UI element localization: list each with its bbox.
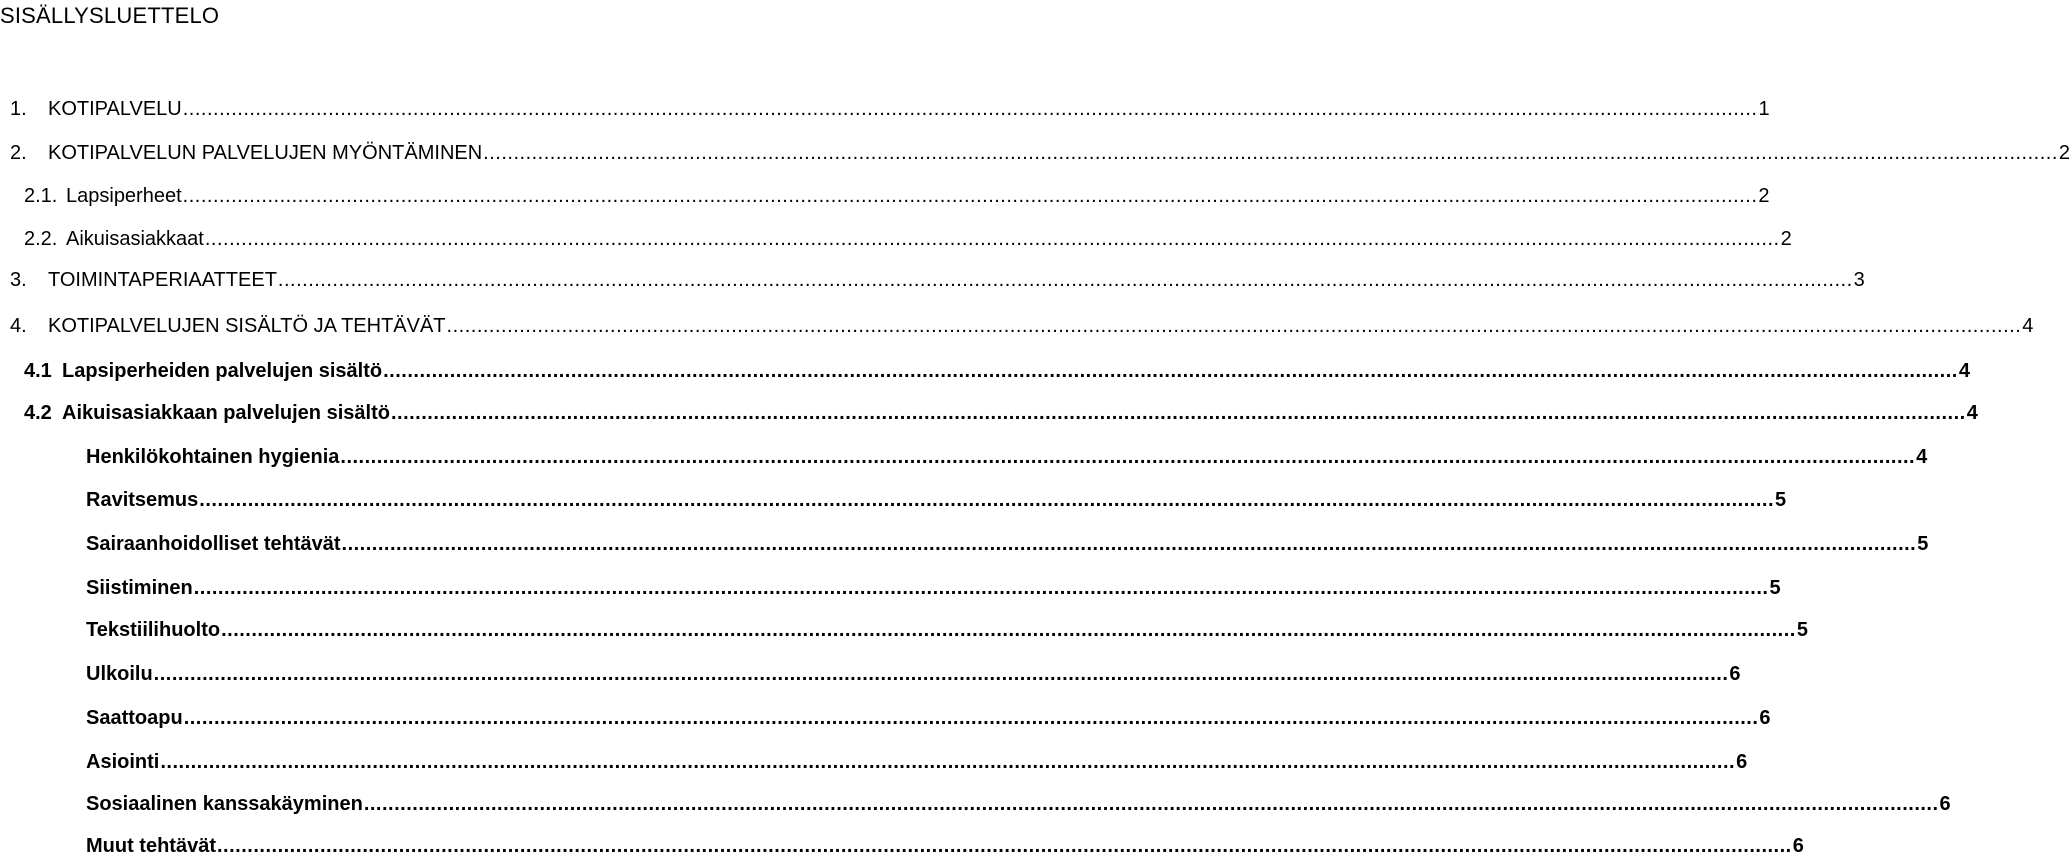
toc-entry-sosiaalinen-kanssakayminen[interactable] [86, 790, 1951, 818]
toc-entry-text: KOTIPALVELU [48, 98, 182, 120]
toc-entry-number: 4. [10, 315, 27, 337]
toc-entry-text: Aikuisasiakkaat [66, 228, 204, 250]
toc-entry-muut-tehtavat[interactable] [86, 832, 1804, 860]
toc-dot-leader: .................................................................................................................................................................................................................................................................... [199, 489, 1775, 511]
toc-entry-siistiminen[interactable] [86, 574, 1781, 602]
toc-dot-leader: .................................................................................................................................................................................................................................................................... [363, 793, 1939, 815]
toc-entry-kotipalvelu[interactable] [10, 95, 1770, 123]
toc-entry-page: 6 [1792, 835, 1804, 857]
toc-entry-text: Muut tehtävät [86, 835, 216, 857]
toc-dot-leader: .................................................................................................................................................................................................................................................................... [183, 707, 1759, 729]
toc-dot-leader: .................................................................................................................................................................................................................................................................... [182, 98, 1758, 120]
toc-dot-leader: .................................................................................................................................................................................................................................................................... [193, 577, 1769, 599]
toc-dot-leader: .................................................................................................................................................................................................................................................................... [383, 360, 1958, 382]
toc-entry-aikuisasiakkaan-palvelujen-sisalto[interactable] [24, 399, 1978, 427]
toc-entry-page: 6 [1759, 707, 1771, 729]
toc-entry-page: 3 [1853, 269, 1865, 291]
toc-entry-text: Ravitsemus [86, 489, 199, 511]
toc-entry-tekstiilihuolto[interactable] [86, 616, 1808, 644]
toc-entry-text: Saattoapu [86, 707, 183, 729]
toc-entry-page: 2 [2058, 142, 2070, 164]
toc-entry-text: Sairaanhoidolliset tehtävät [86, 533, 341, 555]
toc-entry-toimintaperiaatteet[interactable] [10, 266, 1865, 294]
toc-entry-page: 4 [1958, 360, 1970, 382]
toc-entry-text: Lapsiperheet [66, 185, 182, 207]
toc-entry-text: Ulkoilu [86, 663, 153, 685]
toc-entry-number: 4.1 [24, 360, 52, 382]
toc-entry-text: TOIMINTAPERIAATTEET [48, 269, 277, 291]
toc-entry-text: Siistiminen [86, 577, 193, 599]
toc-entry-page: 4 [1916, 446, 1928, 468]
toc-dot-leader: .................................................................................................................................................................................................................................................................... [483, 142, 2058, 164]
toc-entry-ravitsemus[interactable] [86, 486, 1787, 514]
toc-dot-leader: .................................................................................................................................................................................................................................................................... [153, 663, 1729, 685]
toc-title: SISÄLLYSLUETTELO [0, 3, 220, 28]
toc-dot-leader: .................................................................................................................................................................................................................................................................... [221, 619, 1796, 641]
toc-entry-kotipalvelujen-sisalto-ja-tehtavat[interactable] [10, 312, 2034, 340]
toc-dot-leader: .................................................................................................................................................................................................................................................................... [446, 315, 2022, 337]
toc-entry-aikuisasiakkaat[interactable] [24, 225, 1792, 253]
toc-entry-text: Aikuisasiakkaan palvelujen sisältö [62, 402, 390, 424]
toc-dot-leader: .................................................................................................................................................................................................................................................................... [340, 446, 1916, 468]
toc-dot-leader: .................................................................................................................................................................................................................................................................... [182, 185, 1758, 207]
toc-dot-leader: .................................................................................................................................................................................................................................................................... [390, 402, 1966, 424]
toc-entry-page: 4 [2022, 315, 2034, 337]
toc-dot-leader: .................................................................................................................................................................................................................................................................... [277, 269, 1853, 291]
toc-entry-page: 1 [1758, 98, 1770, 120]
toc-entry-text: Henkilökohtainen hygienia [86, 446, 340, 468]
toc-entry-page: 2 [1780, 228, 1792, 250]
toc-entry-page: 5 [1769, 577, 1781, 599]
toc-entry-kotipalvelun-palvelujen-myontaminen[interactable] [10, 139, 2070, 167]
toc-entry-text: Asiointi [86, 751, 160, 773]
toc-entry-number: 2.2. [24, 228, 58, 250]
toc-dot-leader: .................................................................................................................................................................................................................................................................... [160, 751, 1736, 773]
toc-entry-number: 3. [10, 269, 27, 291]
toc-dot-leader: .................................................................................................................................................................................................................................................................... [217, 835, 1792, 857]
toc-entry-text: KOTIPALVELUJEN SISÄLTÖ JA TEHTÄVÄT [48, 315, 446, 337]
toc-entry-page: 6 [1939, 793, 1951, 815]
toc-entry-saattoapu[interactable] [86, 704, 1771, 732]
toc-entry-number: 4.2 [24, 402, 52, 424]
toc-entry-sairaanhoidolliset-tehtavat[interactable] [86, 530, 1929, 558]
toc-entry-lapsiperheet[interactable] [24, 182, 1770, 210]
toc-entry-lapsiperheiden-palvelujen-sisalto[interactable] [24, 357, 1970, 385]
toc-entry-text: Tekstiilihuolto [86, 619, 221, 641]
toc-dot-leader: .................................................................................................................................................................................................................................................................... [204, 228, 1780, 250]
toc-entry-asiointi[interactable] [86, 748, 1748, 776]
toc-entry-page: 2 [1758, 185, 1770, 207]
toc-dot-leader: .................................................................................................................................................................................................................................................................... [341, 533, 1917, 555]
toc-entry-page: 5 [1917, 533, 1929, 555]
toc-entry-ulkoilu[interactable] [86, 660, 1741, 688]
toc-entry-page: 5 [1796, 619, 1808, 641]
toc-entry-page: 4 [1966, 402, 1978, 424]
toc-entry-text: Lapsiperheiden palvelujen sisältö [62, 360, 383, 382]
toc-entry-number: 2. [10, 142, 27, 164]
toc-entry-page: 6 [1729, 663, 1741, 685]
toc-entry-page: 6 [1736, 751, 1748, 773]
toc-entry-henkilokohtainen-hygienia[interactable] [86, 443, 1928, 471]
toc-entry-text: Sosiaalinen kanssakäyminen [86, 793, 363, 815]
toc-entry-number: 2.1. [24, 185, 58, 207]
toc-entry-text: KOTIPALVELUN PALVELUJEN MYÖNTÄMINEN [48, 142, 483, 164]
toc-entry-number: 1. [10, 98, 27, 120]
toc-entry-page: 5 [1775, 489, 1787, 511]
